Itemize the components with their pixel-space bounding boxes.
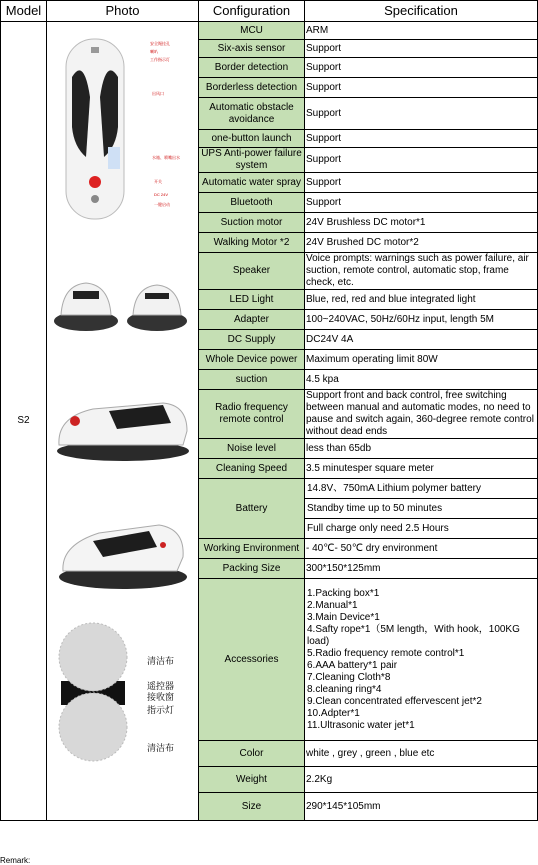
header-photo: Photo <box>47 1 199 22</box>
configuration-cell: suction <box>199 370 305 390</box>
specification-line: 7.Cleaning Cloth*8 <box>307 671 391 683</box>
specification-line: 6.AAA battery*1 pair <box>307 659 398 671</box>
specification-cell: DC24V 4A <box>305 330 538 350</box>
specification-cell <box>305 579 538 741</box>
configuration-cell: Size <box>199 793 305 821</box>
configuration-cell: Cleaning Speed <box>199 459 305 479</box>
configuration-cell: Bluetooth <box>199 193 305 213</box>
specification-line: 10.Adpter*1 <box>307 707 360 719</box>
header-specification: Specification <box>305 1 538 22</box>
configuration-cell: Whole Device power <box>199 350 305 370</box>
photo-cell <box>47 22 199 821</box>
configuration-cell: Working Environment <box>199 539 305 559</box>
header-row <box>1 1 538 22</box>
configuration-cell: DC Supply <box>199 330 305 350</box>
specification-line: 9.Clean concentrated effervescent jet*2 <box>307 695 482 707</box>
photo-label: 水箱、喷嘴出水 <box>152 155 180 160</box>
specification-cell: Voice prompts: warnings such as power failure, air suction, remote control, automatic stop, frame check, etc. <box>305 253 538 290</box>
configuration-cell: one-button launch <box>199 130 305 148</box>
specification-cell: Support <box>305 98 538 130</box>
configuration-cell: UPS Anti-power failure system <box>199 148 305 173</box>
specification-cell: Support <box>305 193 538 213</box>
specification-cell: Support <box>305 130 538 148</box>
configuration-cell: Automatic obstacle avoidance <box>199 98 305 130</box>
specification-cell: ARM <box>305 22 538 40</box>
header-model: Model <box>1 1 47 22</box>
specification-cell: 24V Brushless DC motor*1 <box>305 213 538 233</box>
configuration-cell: Automatic water spray <box>199 173 305 193</box>
photo-label: 工作指示灯 <box>150 57 170 62</box>
configuration-cell: MCU <box>199 22 305 40</box>
specification-cell: 100~240VAC, 50Hz/60Hz input, length 5M <box>305 310 538 330</box>
photo-label: 安全绳挂孔 <box>150 41 170 46</box>
specification-cell: 300*150*125mm <box>305 559 538 579</box>
specification-cell: less than 65db <box>305 439 538 459</box>
header-configuration: Configuration <box>199 1 305 22</box>
photo-label: 清洁布 <box>147 656 175 666</box>
specification-line: 3.Main Device*1 <box>307 611 380 623</box>
configuration-cell: Suction motor <box>199 213 305 233</box>
photo-label: 清洁布 <box>147 743 175 753</box>
specification-cell: white , grey , green , blue etc <box>305 741 538 767</box>
specification-cell: 3.5 minutesper square meter <box>305 459 538 479</box>
configuration-cell: Speaker <box>199 253 305 290</box>
specification-cell: Blue, red, red and blue integrated light <box>305 290 538 310</box>
photo-label: 遥控器 <box>147 681 175 691</box>
photo-label: 指示灯 <box>147 705 175 715</box>
specification-cell: 2.2Kg <box>305 767 538 793</box>
specification-cell: Support <box>305 58 538 78</box>
specification-line: 2.Manual*1 <box>307 599 358 611</box>
configuration-cell: Six-axis sensor <box>199 40 305 58</box>
photo-label: 开关 <box>154 179 162 184</box>
specification-cell: Support front and back control, free switching between manual and automatic modes, no need to pause and switch again, 360-degree remote control without dead ends <box>305 390 538 439</box>
specification-line: 11.Ultrasonic water jet*1 <box>307 719 415 731</box>
photo-label: 一键启动 <box>154 202 170 207</box>
specification-cell: Support <box>305 148 538 173</box>
configuration-cell: Border detection <box>199 58 305 78</box>
specification-cell: Support <box>305 40 538 58</box>
photo-label: 出风口 <box>152 91 164 96</box>
configuration-cell: Adapter <box>199 310 305 330</box>
specification-line: Standby time up to 50 minutes <box>305 499 537 519</box>
specification-line: 1.Packing box*1 <box>307 587 380 599</box>
configuration-cell: Color <box>199 741 305 767</box>
specification-line: 14.8V、750mA Lithium polymer battery <box>305 479 537 499</box>
configuration-cell: Radio frequency remote control <box>199 390 305 439</box>
configuration-cell: Walking Motor *2 <box>199 233 305 253</box>
configuration-cell: Packing Size <box>199 559 305 579</box>
specification-cell: 24V Brushed DC motor*2 <box>305 233 538 253</box>
specification-cell: Support <box>305 78 538 98</box>
spec-row <box>1 22 538 40</box>
specification-line: Full charge only need 2.5 Hours <box>307 523 449 534</box>
model-cell: S2 <box>1 22 47 821</box>
remark-text: Remark: <box>0 856 31 865</box>
specification-cell: Maximum operating limit 80W <box>305 350 538 370</box>
configuration-cell: Borderless detection <box>199 78 305 98</box>
specification-line: 8.cleaning ring*4 <box>307 683 382 695</box>
photo-label: 接收窗 <box>147 692 175 702</box>
specification-line: 4.Safty rope*1（5M length，With hook，100KG load) <box>307 623 520 647</box>
specification-cell: Support <box>305 173 538 193</box>
specification-cell: - 40℃- 50℃ dry environment <box>305 539 538 559</box>
configuration-cell: Battery <box>199 479 305 539</box>
photo-label: DC 24V <box>154 192 169 197</box>
specification-cell <box>305 479 538 539</box>
configuration-cell: Noise level <box>199 439 305 459</box>
photo-label: 喇叭 <box>150 49 158 54</box>
specification-line: 5.Radio frequency remote control*1 <box>307 647 465 659</box>
configuration-cell: LED Light <box>199 290 305 310</box>
configuration-cell: Accessories <box>199 579 305 741</box>
specification-cell: 290*145*105mm <box>305 793 538 821</box>
configuration-cell: Weight <box>199 767 305 793</box>
specification-cell: 4.5 kpa <box>305 370 538 390</box>
